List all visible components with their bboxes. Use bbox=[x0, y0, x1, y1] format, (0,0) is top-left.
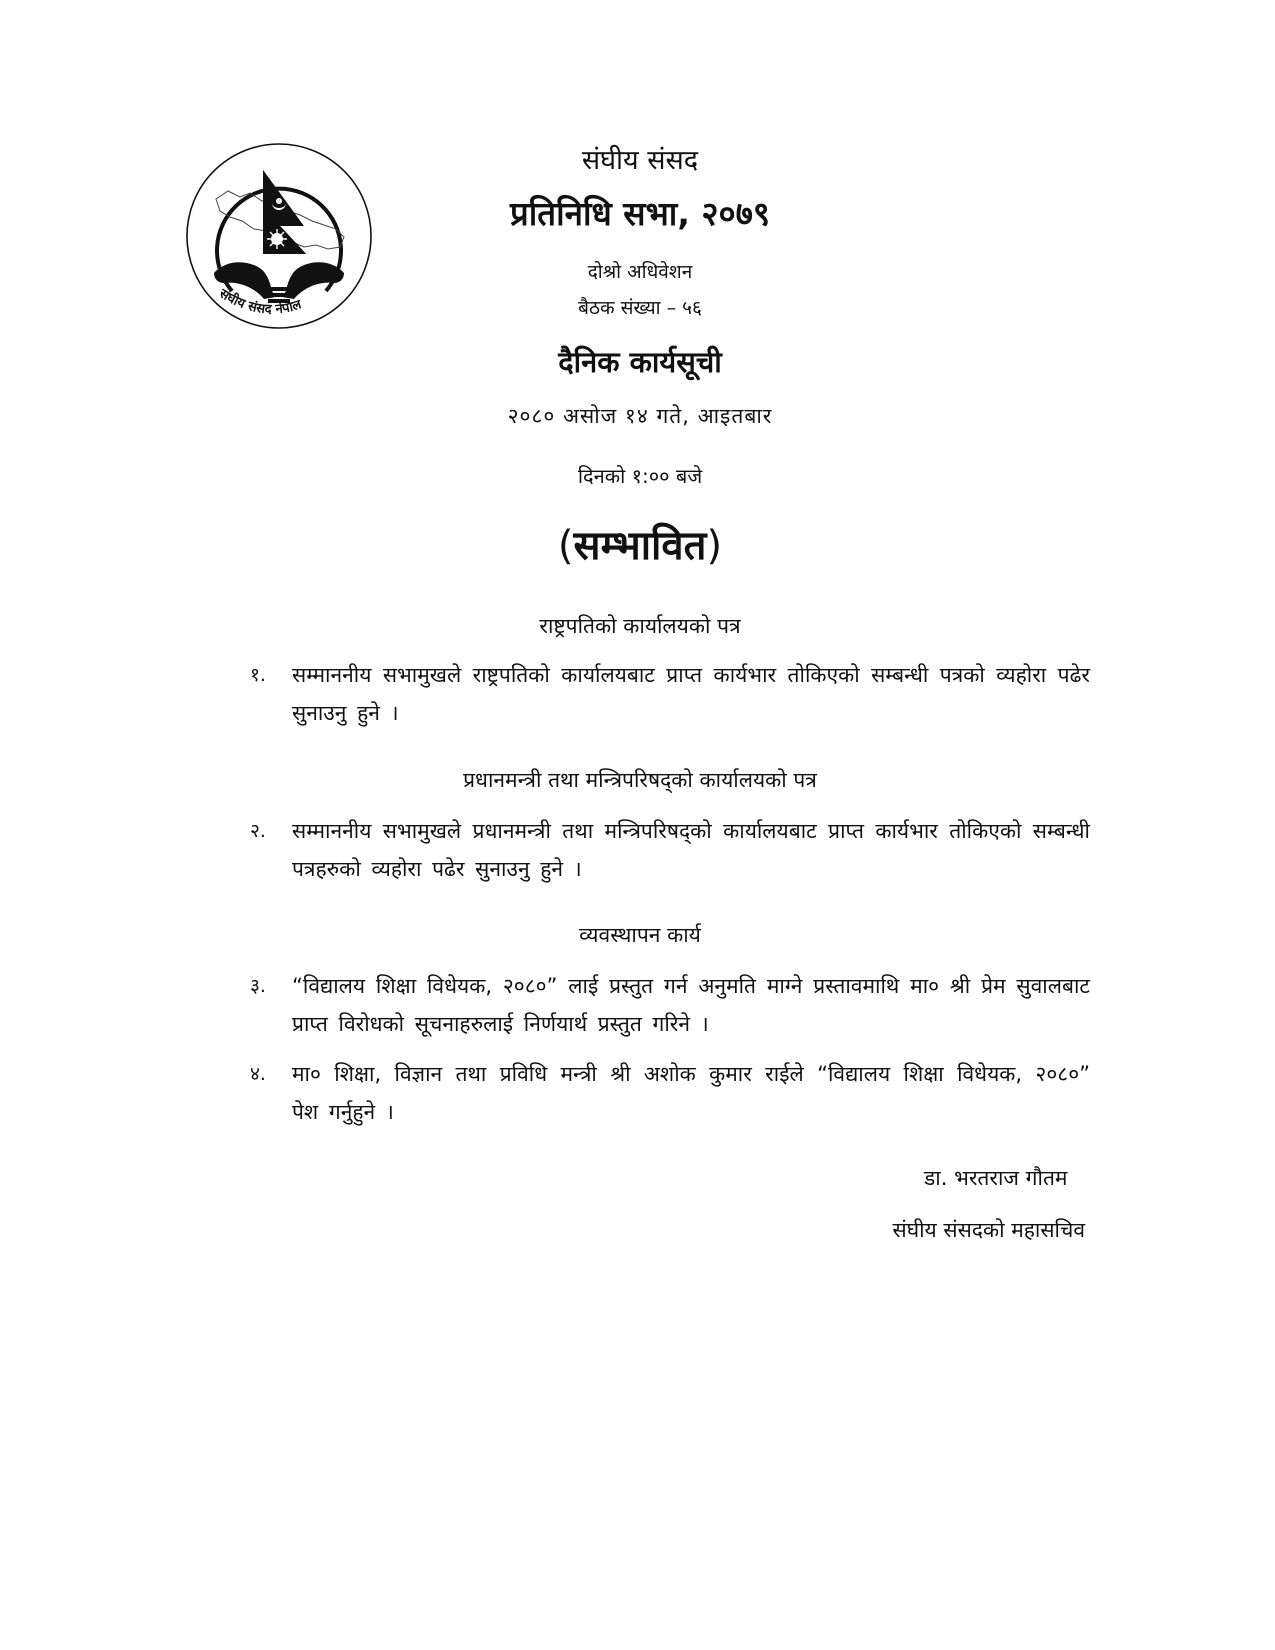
emblem-caption: संघीय संसद नेपाल bbox=[216, 286, 304, 318]
section-heading-legislation: व्यवस्थापन कार्य bbox=[579, 923, 701, 947]
agenda-item-4 bbox=[250, 1055, 1090, 1131]
meeting-time: दिनको १:०० बजे bbox=[577, 464, 703, 488]
agenda-item-2 bbox=[250, 812, 1090, 888]
sitting-number: बैठक संख्या – ५६ bbox=[578, 297, 702, 319]
item-number: २. bbox=[250, 820, 266, 842]
item-number: ३. bbox=[250, 975, 266, 997]
status-word: सम्भावित bbox=[573, 523, 707, 569]
meeting-date: २०८० असोज १४ गते, आइतबार bbox=[507, 404, 773, 428]
status-probable bbox=[340, 516, 940, 571]
organization-title: संघीय संसद bbox=[581, 145, 699, 176]
item-text: “विद्यालय शिक्षा विधेयक, २०८०” लाई प्रस्तुत गर्न अनुमति माग्ने प्रस्तावमाथि मा० श्री प्रेम सुवालबाट प्राप्त विरोधको सूचनाहरुलाई निर्णयार्थ प्रस्तुत गरिने । bbox=[292, 974, 1090, 1036]
session-label: दोश्रो अधिवेशन bbox=[587, 261, 693, 283]
section-heading-pm-office: प्रधानमन्त्री तथा मन्त्रिपरिषद्को कार्यालयको पत्र bbox=[463, 768, 817, 792]
signatory-name: डा. भरतराज गौतम bbox=[924, 1166, 1068, 1190]
agenda-item-3 bbox=[250, 967, 1090, 1043]
agenda-item-1 bbox=[250, 656, 1090, 732]
signature-block bbox=[893, 1152, 1085, 1256]
section-heading-president-office: राष्ट्रपतिको कार्यालयको पत्र bbox=[539, 614, 741, 638]
paren-close: ) bbox=[706, 523, 723, 569]
signatory-designation: संघीय संसदको महासचिव bbox=[892, 1218, 1085, 1242]
item-text: सम्माननीय सभामुखले प्रधानमन्त्री तथा मन्त्रिपरिषद्को कार्यालयबाट प्राप्त कार्यभार तोकिएको सम्बन्धी पत्रहरुको व्यहोरा पढेर सुनाउनु हुने । bbox=[292, 819, 1090, 881]
item-number: १. bbox=[250, 664, 266, 686]
item-text: मा० शिक्षा, विज्ञान तथा प्रविधि मन्त्री श्री अशोक कुमार राईले “विद्यालय शिक्षा विधेयक, २०८०” पेश गर्नुहुने । bbox=[292, 1062, 1090, 1124]
document-title: दैनिक कार्यसूची bbox=[558, 345, 722, 379]
house-title: प्रतिनिधि सभा, २०७९ bbox=[509, 194, 771, 233]
item-number: ४. bbox=[250, 1063, 266, 1085]
paren-open: ( bbox=[557, 523, 574, 569]
item-text: सम्माननीय सभामुखले राष्ट्रपतिको कार्यालयबाट प्राप्त कार्यभार तोकिएको सम्बन्धी पत्रको व्यहोरा पढेर सुनाउनु हुने । bbox=[292, 663, 1090, 725]
